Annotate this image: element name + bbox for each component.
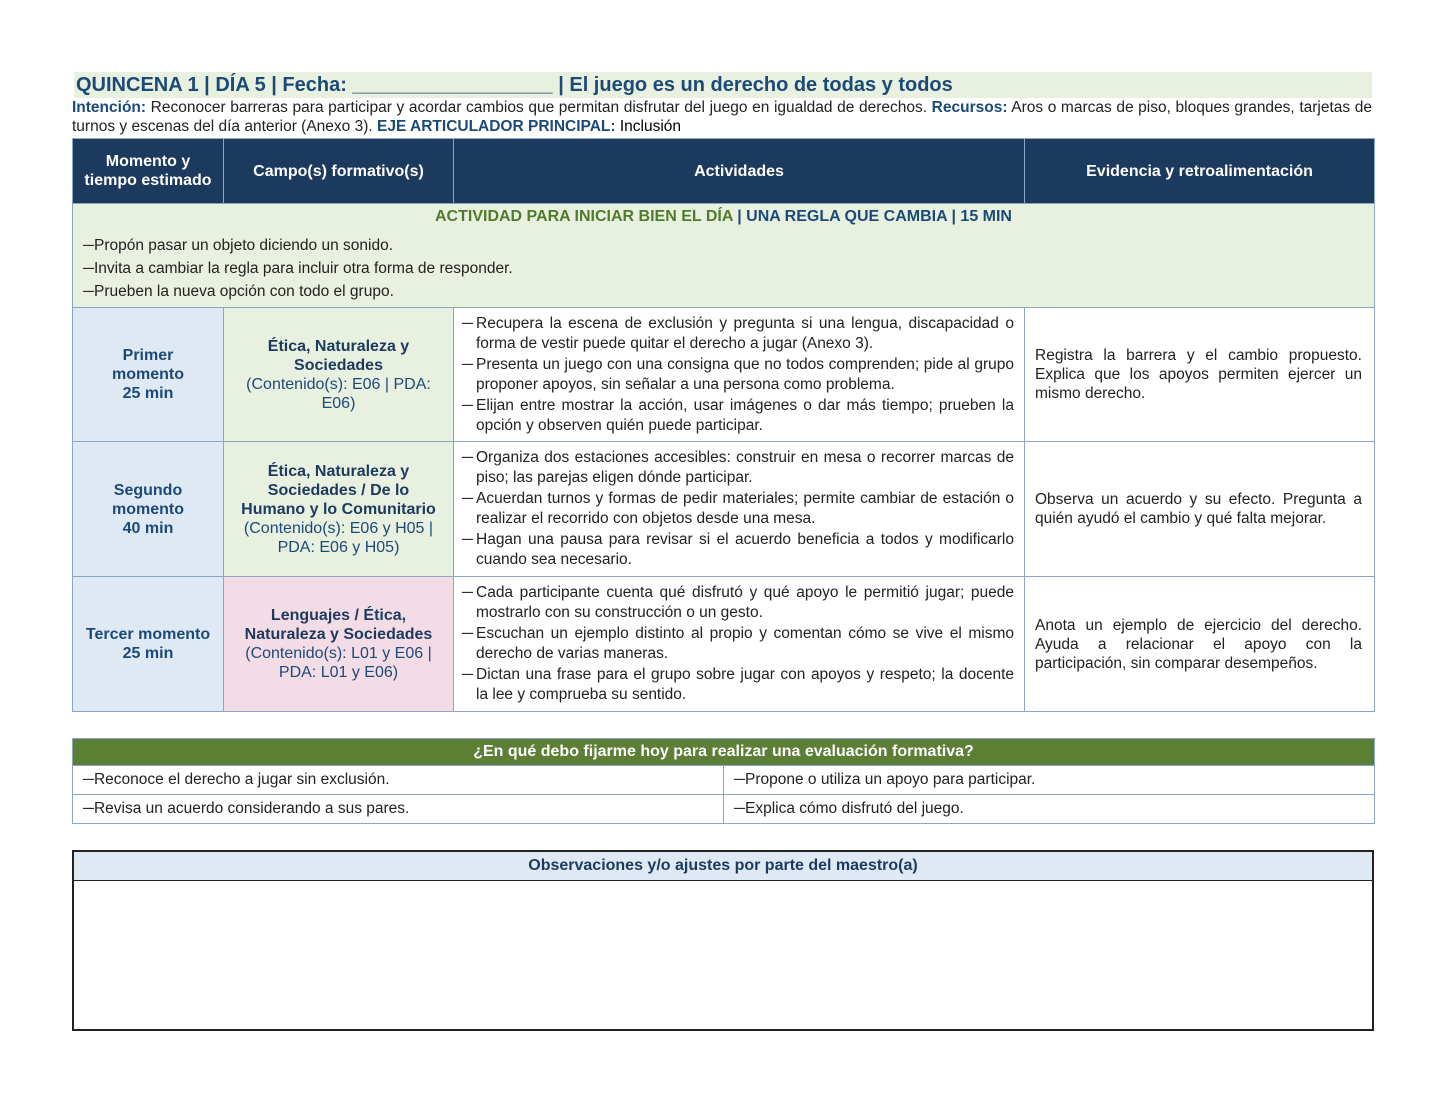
moment-time: 40 min: [122, 519, 174, 537]
table-row: [73, 308, 1375, 442]
observations-title: Observaciones y/o ajustes por parte del maestro(a): [73, 851, 1373, 881]
table-row: [73, 766, 1375, 795]
table-row: [73, 442, 1375, 577]
campo-cell: [224, 442, 454, 577]
intent-paragraph: [72, 98, 1372, 136]
list-item: ─ Dictan una frase para el grupo sobre jugar con apoyos y respeto; la docente la lee y comprueba su sentido.: [462, 666, 1014, 703]
header-campo: Campo(s) formativo(s): [224, 139, 454, 204]
contenido: (Contenido(s): L01 y E06 | PDA: L01 y E06): [245, 645, 432, 681]
moment-time: 25 min: [122, 385, 174, 402]
page-title: QUINCENA 1 | DÍA 5 | Fecha: __________________ | El juego es un derecho de todas y todos: [74, 72, 1372, 98]
table-row: [73, 795, 1375, 824]
eje-label: EJE ARTICULADOR PRINCIPAL:: [377, 118, 616, 135]
activities-cell: [454, 577, 1025, 712]
start-activity-row: [73, 204, 1375, 308]
campo-cell: [224, 308, 454, 442]
observations-input-area[interactable]: [73, 881, 1373, 1031]
start-activity-title: ACTIVIDAD PARA INICIAR BIEN EL DÍA | UNA REGLA QUE CAMBIA | 15 MIN: [435, 208, 1012, 225]
contenido: (Contenido(s): E06 y H05 | PDA: E06 y H05): [243, 519, 434, 556]
resources-label: Recursos:: [931, 99, 1008, 116]
campo-formativo: Ética, Naturaleza y Sociedades / De lo Humano y lo Comunitario: [241, 462, 436, 518]
list-item: ─ Presenta un juego con una consigna que no todos comprenden; pide al grupo proponer apoyos, sin señalar a una persona como problema.: [462, 355, 1014, 393]
header-evidence: Evidencia y retroalimentación: [1025, 139, 1375, 204]
moment-label: Segundo momento: [112, 481, 184, 518]
eje-value: Inclusión: [615, 118, 682, 135]
moment-cell: [73, 577, 224, 712]
evaluation-table: [72, 738, 1375, 824]
list-item: ─Propón pasar un objeto diciendo un sonido.: [83, 237, 394, 254]
lesson-plan-page: [72, 72, 1374, 1031]
list-item: ─ Organiza dos estaciones accesibles: construir en mesa o recorrer marcas de piso; las parejas eligen dónde participar.: [462, 449, 1014, 486]
list-item: ─ Escuchan un ejemplo distinto al propio y comentan cómo se vive el mismo derecho de varias maneras.: [462, 625, 1014, 662]
evidence-cell: Observa un acuerdo y su efecto. Pregunta a quién ayudó el cambio y qué falta mejorar.: [1025, 442, 1375, 577]
moment-label: Tercer momento: [85, 626, 211, 643]
evaluation-item: ─Reconoce el derecho a jugar sin exclusión.: [73, 766, 724, 795]
list-item: ─ Hagan una pausa para revisar si el acuerdo beneficia a todos y modificarlo cuando sea necesario.: [462, 531, 1014, 568]
evaluation-item: ─Propone o utiliza un apoyo para participar.: [724, 766, 1375, 795]
moment-label: Primer momento: [112, 347, 184, 383]
evidence-cell: Anota un ejemplo de ejercicio del derecho. Ayuda a relacionar el apoyo con la participación, sin comparar desempeños.: [1025, 577, 1375, 712]
moment-time: 25 min: [122, 645, 174, 662]
intent-label: Intención:: [72, 99, 147, 116]
intent-text: Reconocer barreras para participar y acordar cambios que permitan disfrutar del juego en igualdad de derechos.: [146, 99, 932, 116]
moment-cell: [73, 442, 224, 577]
evaluation-item: ─Explica cómo disfrutó del juego.: [724, 795, 1375, 824]
activities-cell: [454, 308, 1025, 442]
contenido: (Contenido(s): E06 | PDA: E06): [246, 375, 431, 412]
evaluation-item: ─Revisa un acuerdo considerando a sus pares.: [73, 795, 724, 824]
observations-table: [72, 850, 1374, 1031]
activities-cell: [454, 442, 1025, 577]
moment-cell: [73, 308, 224, 442]
table-header-row: [73, 139, 1375, 204]
resources-text: Aros o marcas de piso, bloques grandes, tarjetas de turnos y escenas del día anterior (Anexo 3).: [72, 99, 1373, 135]
list-item: ─ Acuerdan turnos y formas de pedir materiales; permite cambiar de estación o realizar el recorrido con objetos desde una mesa.: [462, 490, 1014, 527]
list-item: ─ Recupera la escena de exclusión y pregunta si una lengua, discapacidad o forma de vestir puede quitar el derecho a jugar (Anexo 3).: [462, 314, 1014, 352]
table-row: [73, 577, 1375, 712]
campo-cell: [224, 577, 454, 712]
evaluation-title: ¿En qué debo fijarme hoy para realizar una evaluación formativa?: [73, 739, 1375, 766]
campo-formativo: Lenguajes / Ética, Naturaleza y Sociedades: [244, 607, 433, 643]
list-item: ─ Cada participante cuenta qué disfrutó y qué apoyo le permitió jugar; puede mostrarlo con su construcción o un gesto.: [462, 584, 1014, 621]
list-item: ─Prueben la nueva opción con todo el grupo.: [83, 283, 394, 300]
evidence-cell: Registra la barrera y el cambio propuesto. Explica que los apoyos permiten ejercer un mismo derecho.: [1025, 308, 1375, 442]
campo-formativo: Ética, Naturaleza y Sociedades: [267, 337, 410, 374]
list-item: ─Invita a cambiar la regla para incluir otra forma de responder.: [83, 260, 513, 277]
activities-table: [72, 138, 1375, 712]
header-moment: Momento y tiempo estimado: [73, 139, 224, 204]
list-item: ─ Elijan entre mostrar la acción, usar imágenes o dar más tiempo; prueben la opción y observen quién puede participar.: [462, 396, 1014, 434]
header-activities: Actividades: [454, 139, 1025, 204]
